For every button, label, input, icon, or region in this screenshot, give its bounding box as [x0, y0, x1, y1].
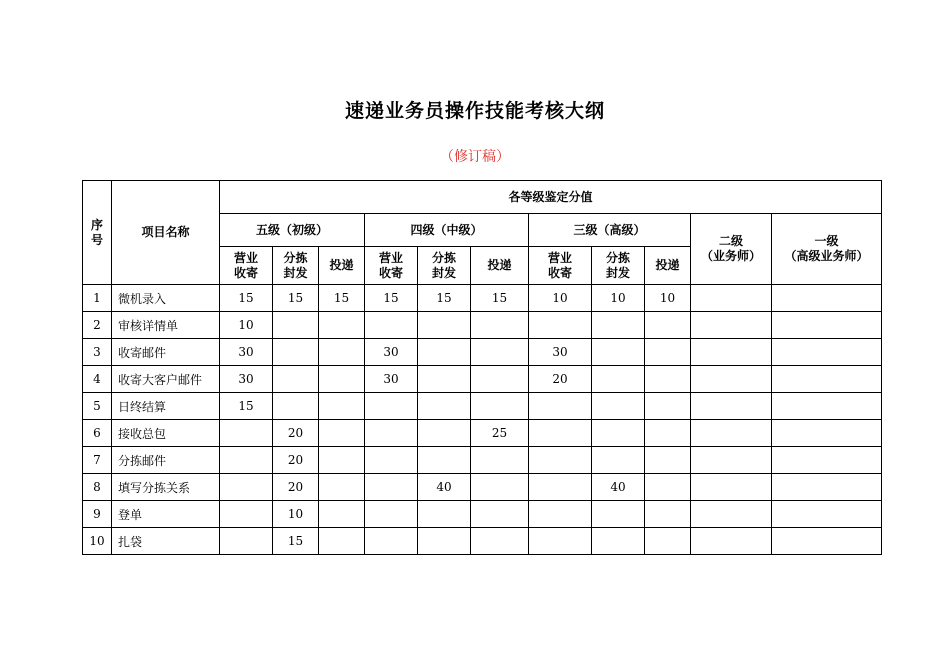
score-cell [418, 339, 471, 366]
score-cell [772, 285, 882, 312]
score-cell [529, 312, 592, 339]
subheader-counter-intake [220, 247, 273, 285]
subheader-sorting [592, 247, 645, 285]
score-cell [365, 474, 418, 501]
level3-header-label: 三级（高级） [573, 222, 646, 237]
score-cell [592, 366, 645, 393]
row-seq: 9 [83, 501, 112, 528]
score-cell [772, 312, 882, 339]
row-item-name: 收寄大客户邮件 [112, 366, 220, 393]
score-cell: 15 [471, 285, 529, 312]
seq-header-label: 序 号 [90, 217, 103, 247]
score-cell [691, 447, 772, 474]
score-cell [529, 420, 592, 447]
score-cell: 15 [418, 285, 471, 312]
score-cell [691, 474, 772, 501]
score-cell: 30 [365, 339, 418, 366]
row-item-name: 登单 [112, 501, 220, 528]
row-seq: 10 [83, 528, 112, 555]
row-seq: 8 [83, 474, 112, 501]
row-seq: 4 [83, 366, 112, 393]
score-cell [471, 474, 529, 501]
score-cell: 30 [220, 339, 273, 366]
score-cell [220, 528, 273, 555]
score-cell: 15 [220, 393, 273, 420]
document-title: 速递业务员操作技能考核大纲 [344, 100, 605, 122]
score-cell [772, 339, 882, 366]
subheader-label: 营业 收寄 [233, 250, 258, 280]
level4-header-label: 四级（中级） [410, 222, 483, 237]
subheader-sorting [273, 247, 319, 285]
score-cell [772, 366, 882, 393]
score-cell [418, 366, 471, 393]
table-row [83, 447, 882, 474]
table-row [83, 528, 882, 555]
score-cell [220, 474, 273, 501]
subheader-label: 营业 收寄 [547, 250, 572, 280]
subheader-delivery [319, 247, 365, 285]
score-cell [319, 501, 365, 528]
score-cell [645, 528, 691, 555]
subheader-delivery [471, 247, 529, 285]
score-cell [592, 501, 645, 528]
row-item-name: 日终结算 [112, 393, 220, 420]
item-name-header [112, 181, 220, 285]
score-cell [471, 366, 529, 393]
score-cell [691, 366, 772, 393]
table-row [83, 312, 882, 339]
row-item-name: 分拣邮件 [112, 447, 220, 474]
subheader-label: 投递 [655, 258, 680, 272]
score-cell [691, 528, 772, 555]
score-cell [319, 312, 365, 339]
seq-header [83, 181, 112, 285]
row-seq: 5 [83, 393, 112, 420]
table-row [83, 339, 882, 366]
level5-header-label: 五级（初级） [255, 222, 328, 237]
score-cell [691, 420, 772, 447]
subheader-counter-intake [529, 247, 592, 285]
score-cell: 20 [273, 474, 319, 501]
row-seq: 3 [83, 339, 112, 366]
score-cell [645, 312, 691, 339]
subheader-label: 投递 [487, 258, 512, 272]
level-group-header [220, 181, 882, 214]
row-seq: 6 [83, 420, 112, 447]
score-cell: 20 [529, 366, 592, 393]
score-cell [691, 285, 772, 312]
subheader-label: 分拣 封发 [431, 250, 456, 280]
row-seq: 2 [83, 312, 112, 339]
subheader-label: 分拣 封发 [283, 250, 308, 280]
assessment-table [82, 180, 882, 555]
score-cell [471, 447, 529, 474]
row-seq: 7 [83, 447, 112, 474]
score-cell [365, 447, 418, 474]
row-item-name: 微机录入 [112, 285, 220, 312]
score-cell [645, 366, 691, 393]
score-cell [365, 420, 418, 447]
subheader-label: 投递 [329, 258, 354, 272]
score-cell: 40 [418, 474, 471, 501]
level1-header [772, 214, 882, 285]
score-cell [365, 393, 418, 420]
score-cell [418, 312, 471, 339]
level5-header [220, 214, 365, 247]
subheader-label: 分拣 封发 [605, 250, 630, 280]
score-cell [592, 420, 645, 447]
row-item-name: 接收总包 [112, 420, 220, 447]
score-cell [471, 312, 529, 339]
score-cell [319, 420, 365, 447]
score-cell [645, 339, 691, 366]
level2-header [691, 214, 772, 285]
level-group-header-label: 各等级鉴定分值 [508, 189, 593, 204]
subheader-sorting [418, 247, 471, 285]
table-row [83, 285, 882, 312]
score-cell: 10 [220, 312, 273, 339]
score-cell [529, 501, 592, 528]
subheader-label: 营业 收寄 [378, 250, 403, 280]
score-cell [691, 393, 772, 420]
score-cell [273, 393, 319, 420]
score-cell [592, 528, 645, 555]
row-item-name: 审核详情单 [112, 312, 220, 339]
score-cell [592, 312, 645, 339]
score-cell: 15 [273, 285, 319, 312]
score-cell [529, 474, 592, 501]
score-cell: 30 [529, 339, 592, 366]
subheader-delivery [645, 247, 691, 285]
score-cell [418, 447, 471, 474]
score-cell [319, 393, 365, 420]
score-cell [691, 501, 772, 528]
score-cell [645, 447, 691, 474]
score-cell [772, 447, 882, 474]
score-cell [220, 420, 273, 447]
score-cell [471, 393, 529, 420]
table-row [83, 420, 882, 447]
score-cell [319, 447, 365, 474]
score-cell [471, 528, 529, 555]
score-cell [418, 501, 471, 528]
score-cell [220, 447, 273, 474]
score-cell: 10 [529, 285, 592, 312]
score-cell [645, 393, 691, 420]
score-cell [273, 366, 319, 393]
score-cell [418, 528, 471, 555]
score-cell [772, 393, 882, 420]
score-cell [220, 501, 273, 528]
score-cell: 20 [273, 447, 319, 474]
score-cell [319, 339, 365, 366]
row-item-name: 填写分拣关系 [112, 474, 220, 501]
score-cell: 30 [220, 366, 273, 393]
score-cell [365, 312, 418, 339]
score-cell [365, 501, 418, 528]
item-name-header-label: 项目名称 [141, 225, 190, 239]
score-cell: 10 [592, 285, 645, 312]
score-cell [418, 393, 471, 420]
score-cell: 15 [365, 285, 418, 312]
table-row [83, 474, 882, 501]
score-cell: 10 [273, 501, 319, 528]
score-cell [319, 528, 365, 555]
score-cell [645, 420, 691, 447]
score-cell [529, 447, 592, 474]
score-cell [645, 501, 691, 528]
subheader-counter-intake [365, 247, 418, 285]
level4-header [365, 214, 529, 247]
level2-header-label: 二级 （业务师） [700, 234, 761, 263]
score-cell [691, 312, 772, 339]
score-cell [529, 393, 592, 420]
score-cell: 15 [319, 285, 365, 312]
score-cell: 25 [471, 420, 529, 447]
score-cell [772, 420, 882, 447]
row-item-name: 扎袋 [112, 528, 220, 555]
score-cell: 15 [273, 528, 319, 555]
score-cell [592, 447, 645, 474]
table-row [83, 393, 882, 420]
level1-header-label: 一级 （高级业务师） [784, 234, 869, 263]
score-cell: 20 [273, 420, 319, 447]
row-item-name: 收寄邮件 [112, 339, 220, 366]
table-row [83, 501, 882, 528]
score-cell [691, 339, 772, 366]
score-cell [319, 366, 365, 393]
score-cell [273, 339, 319, 366]
score-cell [772, 501, 882, 528]
score-cell [273, 312, 319, 339]
score-cell [592, 339, 645, 366]
score-cell [418, 420, 471, 447]
score-cell [471, 501, 529, 528]
score-cell: 30 [365, 366, 418, 393]
score-cell [592, 393, 645, 420]
score-cell: 15 [220, 285, 273, 312]
score-cell [365, 528, 418, 555]
row-seq: 1 [83, 285, 112, 312]
score-cell [319, 474, 365, 501]
score-cell: 40 [592, 474, 645, 501]
table-row [83, 366, 882, 393]
score-cell [529, 528, 592, 555]
score-cell [471, 339, 529, 366]
score-cell [772, 474, 882, 501]
score-cell [645, 474, 691, 501]
score-cell: 10 [645, 285, 691, 312]
level3-header [529, 214, 691, 247]
score-cell [772, 528, 882, 555]
document-subtitle: （修订稿） [440, 149, 510, 165]
